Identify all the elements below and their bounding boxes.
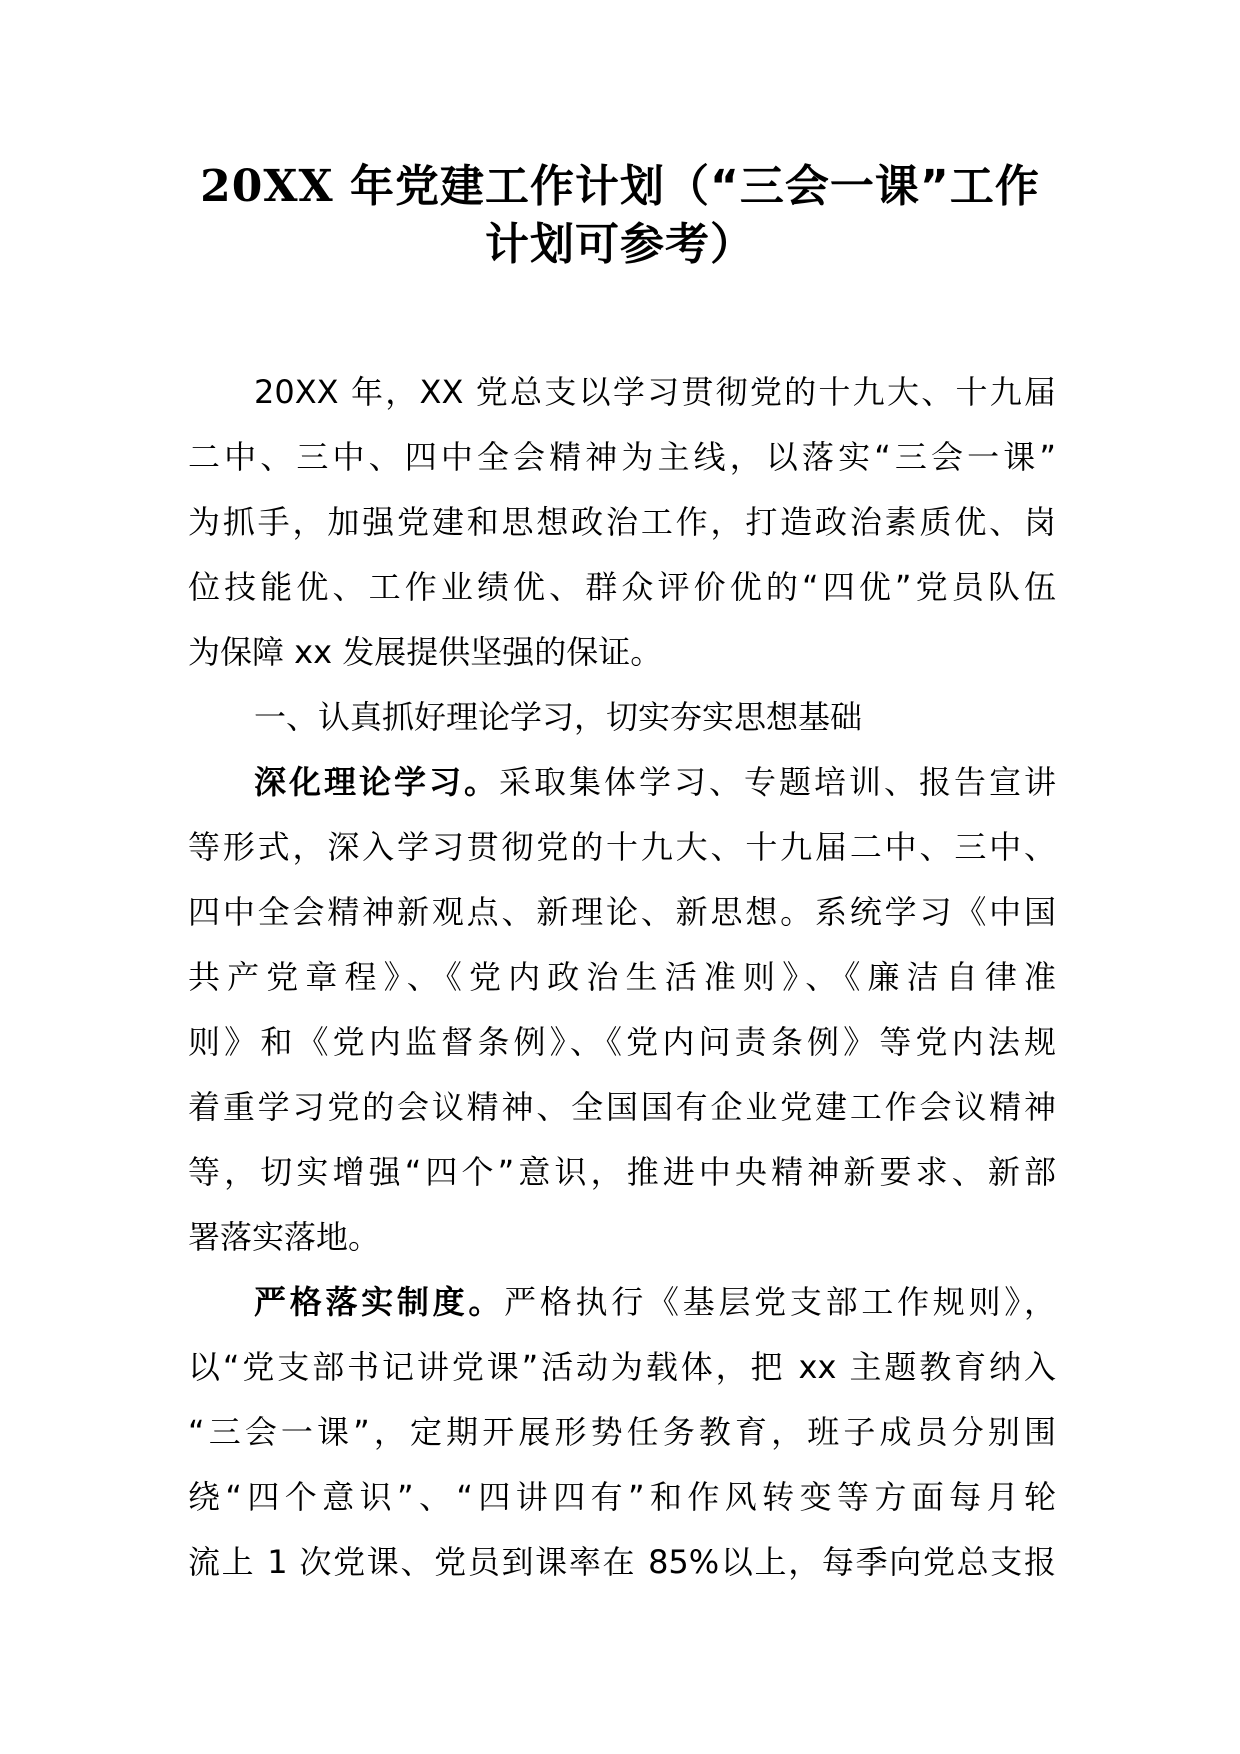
paragraph-intro — [188, 360, 1056, 685]
text-line: 等，切实增强“四个”意识，推进中央精神新要求、新部 — [188, 1153, 1056, 1191]
text-line: 20XX 年，XX 党总支以学习贯彻党的十九大、十九届 — [254, 373, 1056, 411]
text-line: 位技能优、工作业绩优、群众评价优的“四优”党员队伍 — [188, 568, 1056, 606]
text-line: 为抓手，加强党建和思想政治工作，打造政治素质优、岗 — [188, 503, 1056, 541]
text-line: 以“党支部书记讲党课”活动为载体，把 xx 主题教育纳入 — [188, 1348, 1056, 1386]
text-line: 为保障 xx 发展提供坚强的保证。 — [188, 633, 663, 671]
section-heading-1: 一、认真抓好理论学习，切实夯实思想基础 — [254, 698, 863, 736]
paragraph-lead-rest: 严格执行《基层党支部工作规则》， — [504, 1283, 1056, 1321]
paragraph-lead-bold: 严格落实制度。 — [254, 1283, 505, 1321]
paragraph-lead-rest: 采取集体学习、专题培训、报告宣讲 — [499, 763, 1056, 801]
text-line: “三会一课”，定期开展形势任务教育，班子成员分别围 — [188, 1413, 1056, 1451]
text-line — [188, 750, 1056, 815]
text-line: 二中、三中、四中全会精神为主线，以落实“三会一课” — [188, 438, 1056, 476]
text-line: 共产党章程》、《党内政治生活准则》、《廉洁自律准 — [188, 958, 1056, 996]
document-body — [188, 360, 1056, 1595]
paragraph-theory-study — [188, 750, 1056, 1270]
text-line: 绕“四个意识”、“四讲四有”和作风转变等方面每月轮 — [188, 1478, 1056, 1516]
text-line: 着重学习党的会议精神、全国国有企业党建工作会议精神 — [188, 1088, 1056, 1126]
title-line-1 — [180, 158, 1060, 216]
text-line: 署落实落地。 — [188, 1218, 381, 1256]
text-line: 则》和《党内监督条例》、《党内问责条例》等党内法规 — [188, 1023, 1056, 1061]
paragraph-system-implementation — [188, 1270, 1056, 1595]
text-line: 流上 1 次党课、党员到课率在 85%以上，每季向党总支报 — [188, 1543, 1056, 1581]
paragraph-lead-bold: 深化理论学习。 — [254, 763, 499, 801]
document-title — [180, 158, 1060, 274]
title-line-1-text: 年党建工作计划（“三会一课”工作 — [333, 161, 1040, 212]
title-year: 20XX — [200, 161, 334, 212]
text-line: 四中全会精神新观点、新理论、新思想。系统学习《中国 — [188, 893, 1056, 931]
text-line — [188, 1270, 1056, 1335]
text-line: 等形式，深入学习贯彻党的十九大、十九届二中、三中、 — [188, 828, 1056, 866]
title-line-2: 计划可参考） — [485, 219, 755, 270]
